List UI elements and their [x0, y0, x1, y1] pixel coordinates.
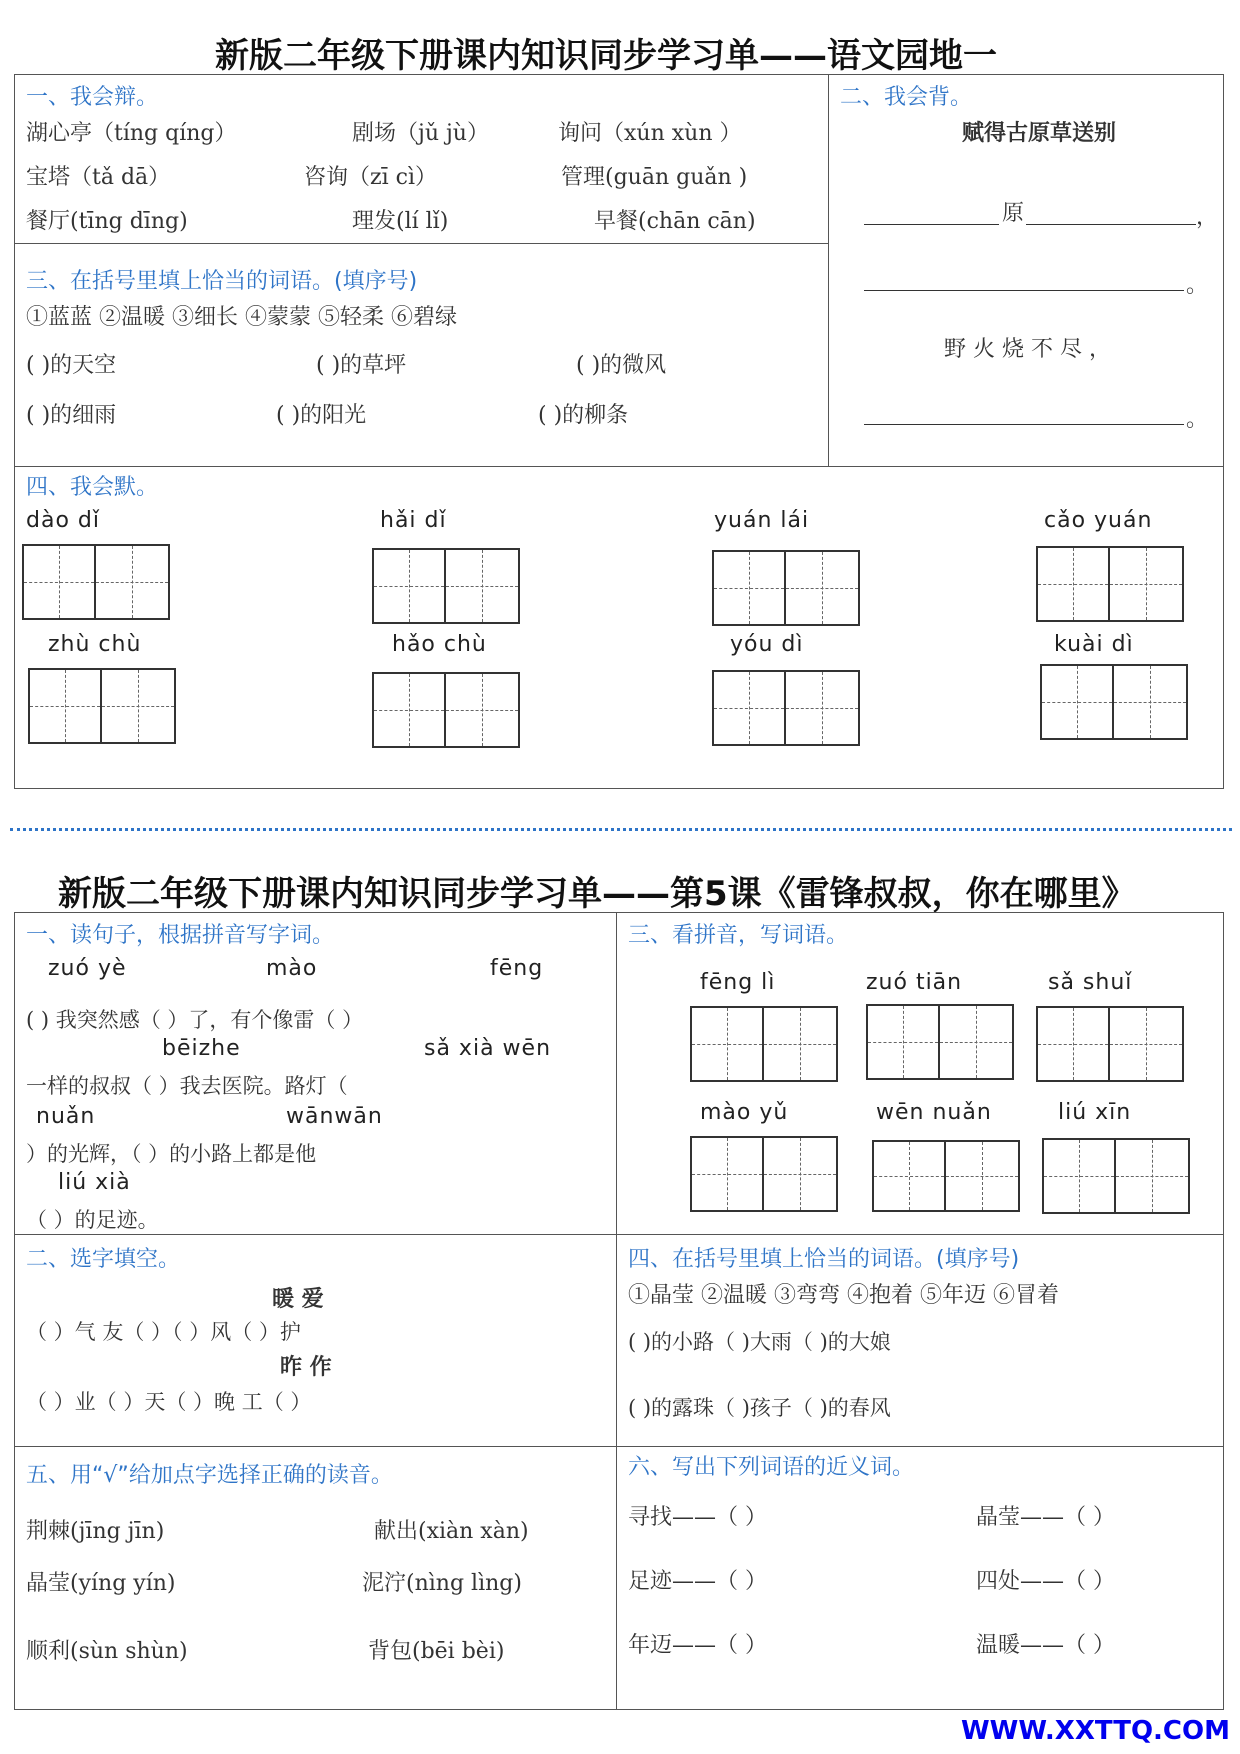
s5-1-pinyin: mào — [266, 956, 318, 981]
s5-1-pinyin: nuǎn — [36, 1104, 96, 1129]
s5-1-line[interactable]: ）的光辉，（ ）的小路上都是他 — [26, 1142, 317, 1166]
poem-char: 原 — [1002, 201, 1025, 226]
s3-blank-item[interactable]: ( )的草坪 — [316, 353, 407, 378]
s5-6-item[interactable]: 足迹——（ ） — [628, 1569, 767, 1594]
sheet2-divider-h2 — [14, 1446, 1224, 1447]
writing-grid[interactable] — [712, 550, 860, 626]
s5-6-heading: 六、写出下列词语的近义词。 — [628, 1455, 915, 1480]
s5-1-pinyin: zuó yè — [48, 956, 127, 981]
sheet1-divider-h2 — [14, 466, 1224, 467]
s4-pinyin: hǎo chù — [392, 632, 487, 657]
s5-2-heading: 二、选字填空。 — [26, 1247, 181, 1272]
s5-6-item[interactable]: 晶莹——（ ） — [976, 1505, 1115, 1530]
s5-2-pair: 暖 爱 — [272, 1286, 324, 1312]
s5-5-heading: 五、用“√”给加点字选择正确的读音。 — [26, 1463, 393, 1488]
s4-pinyin: yuán lái — [714, 508, 810, 533]
s5-5-item[interactable]: 背包(bēi bèi) — [368, 1639, 505, 1664]
s4-pinyin: kuài dì — [1054, 632, 1134, 657]
poem-punct: 。 — [1186, 407, 1209, 432]
s1-item: 宝塔（tǎ dā） — [26, 165, 171, 190]
s5-1-pinyin: sǎ xià wēn — [424, 1036, 552, 1061]
poem-punct: 。 — [1186, 273, 1209, 298]
poem-blank[interactable] — [1026, 224, 1196, 225]
s5-5-item[interactable]: 泥泞(nìng lìng) — [362, 1571, 522, 1596]
s5-3-pinyin: mào yǔ — [700, 1100, 789, 1125]
s4-pinyin: zhù chù — [48, 632, 142, 657]
s1-item: 理发(lí lǐ) — [352, 209, 449, 234]
s5-1-line[interactable]: ( ) 我突然感（ ）了，有个像雷（ ） — [26, 1008, 364, 1032]
poem-blank[interactable] — [864, 424, 1184, 425]
s4-pinyin: yóu dì — [730, 632, 804, 657]
writing-grid[interactable] — [690, 1136, 838, 1212]
writing-grid[interactable] — [866, 1004, 1014, 1080]
s4-pinyin: cǎo yuán — [1044, 508, 1153, 533]
s5-2-pair: 昨 作 — [280, 1354, 332, 1380]
sheet1-divider-h1 — [14, 243, 828, 244]
sheet2-divider-v — [616, 912, 617, 1710]
dotted-separator — [10, 828, 1232, 831]
s5-6-item[interactable]: 寻找——（ ） — [628, 1505, 767, 1530]
writing-grid[interactable] — [1042, 1138, 1190, 1214]
s1-item: 咨询（zī cì） — [304, 165, 437, 190]
sheet2-title: 新版二年级下册课内知识同步学习单——第5课《雷锋叔叔，你在哪里》 — [58, 874, 1136, 914]
writing-grid[interactable] — [372, 672, 520, 748]
s5-3-pinyin: fēng lì — [700, 970, 776, 995]
s1-item: 湖心亭（tíng qíng） — [26, 121, 237, 146]
s1-item: 早餐(chān cān) — [594, 209, 756, 234]
writing-grid[interactable] — [1036, 546, 1184, 622]
s3-options: ①蓝蓝 ②温暖 ③细长 ④蒙蒙 ⑤轻柔 ⑥碧绿 — [26, 305, 457, 330]
writing-grid[interactable] — [712, 670, 860, 746]
s1-item: 剧场（jǔ jù） — [352, 121, 489, 146]
s5-1-pinyin: wānwān — [286, 1104, 383, 1129]
sheet2-divider-h1 — [14, 1234, 1224, 1235]
s5-2-row[interactable]: （ ）业（ ）天（ ）晚 工（ ） — [26, 1390, 312, 1414]
s5-4-row[interactable]: ( )的露珠（ )孩子（ )的春风 — [628, 1396, 891, 1420]
s5-4-row[interactable]: ( )的小路（ )大雨（ )的大娘 — [628, 1330, 891, 1354]
writing-grid[interactable] — [372, 548, 520, 624]
s5-4-heading: 四、在括号里填上恰当的词语。(填序号) — [628, 1247, 1020, 1272]
s5-6-item[interactable]: 四处——（ ） — [976, 1569, 1115, 1594]
writing-grid[interactable] — [28, 668, 176, 744]
writing-grid[interactable] — [690, 1006, 838, 1082]
s5-6-item[interactable]: 年迈——（ ） — [628, 1633, 767, 1658]
poem-title: 赋得古原草送别 — [962, 120, 1117, 146]
poem-punct: ， — [1196, 205, 1219, 230]
s5-1-line[interactable]: 一样的叔叔（ ）我去医院。路灯（ — [26, 1074, 348, 1098]
poem-blank[interactable] — [864, 224, 999, 225]
s5-2-row[interactable]: （ ）气 友（ ）（ ）风（ ）护 — [26, 1320, 301, 1344]
s4-heading: 四、我会默。 — [26, 475, 159, 500]
s5-1-pinyin: fēng — [490, 956, 544, 981]
writing-grid[interactable] — [22, 544, 170, 620]
s5-1-pinyin: bēizhe — [162, 1036, 241, 1061]
s5-1-heading: 一、读句子，根据拼音写字词。 — [26, 923, 335, 948]
s5-6-item[interactable]: 温暖——（ ） — [976, 1633, 1115, 1658]
s5-4-options: ①晶莹 ②温暖 ③弯弯 ④抱着 ⑤年迈 ⑥冒着 — [628, 1283, 1059, 1308]
s3-blank-item[interactable]: ( )的天空 — [26, 353, 117, 378]
watermark-link[interactable]: WWW.XXTTQ.COM — [961, 1716, 1230, 1746]
s5-1-line[interactable]: （ ）的足迹。 — [26, 1208, 159, 1232]
s5-3-pinyin: liú xīn — [1058, 1100, 1132, 1125]
writing-grid[interactable] — [1040, 664, 1188, 740]
s4-pinyin: dào dǐ — [26, 508, 100, 533]
s1-item: 餐厅(tīng dīng) — [26, 209, 188, 234]
s5-3-pinyin: wēn nuǎn — [876, 1100, 992, 1125]
sheet1-title: 新版二年级下册课内知识同步学习单——语文园地一 — [215, 36, 997, 76]
s3-blank-item[interactable]: ( )的柳条 — [538, 403, 629, 428]
s3-heading: 三、在括号里填上恰当的词语。(填序号) — [26, 269, 418, 294]
s5-3-pinyin: zuó tiān — [866, 970, 963, 995]
sheet1-divider-v — [828, 74, 829, 466]
s5-5-item[interactable]: 晶莹(yíng yín) — [26, 1571, 176, 1596]
s3-blank-item[interactable]: ( )的微风 — [576, 353, 667, 378]
s5-1-pinyin: liú xià — [58, 1170, 131, 1195]
s4-pinyin: hǎi dǐ — [380, 508, 447, 533]
writing-grid[interactable] — [1036, 1006, 1184, 1082]
poem-blank[interactable] — [864, 290, 1184, 291]
s5-5-item[interactable]: 献出(xiàn xàn) — [374, 1519, 529, 1544]
s3-blank-item[interactable]: ( )的细雨 — [26, 403, 117, 428]
s1-item: 询问（xún xùn ） — [558, 121, 742, 146]
s5-5-item[interactable]: 荆棘(jīng jīn) — [26, 1519, 165, 1544]
s1-heading: 一、我会辩。 — [26, 85, 159, 110]
s5-3-pinyin: sǎ shuǐ — [1048, 970, 1133, 995]
s3-blank-item[interactable]: ( )的阳光 — [276, 403, 367, 428]
s5-5-item[interactable]: 顺利(sùn shùn) — [26, 1639, 188, 1664]
s1-item: 管理(guān guǎn ) — [561, 165, 748, 190]
writing-grid[interactable] — [872, 1140, 1020, 1212]
s2-heading: 二、我会背。 — [840, 85, 973, 110]
s5-3-heading: 三、看拼音，写词语。 — [628, 923, 849, 948]
poem-line: 野 火 烧 不 尽 ， — [944, 337, 1111, 362]
